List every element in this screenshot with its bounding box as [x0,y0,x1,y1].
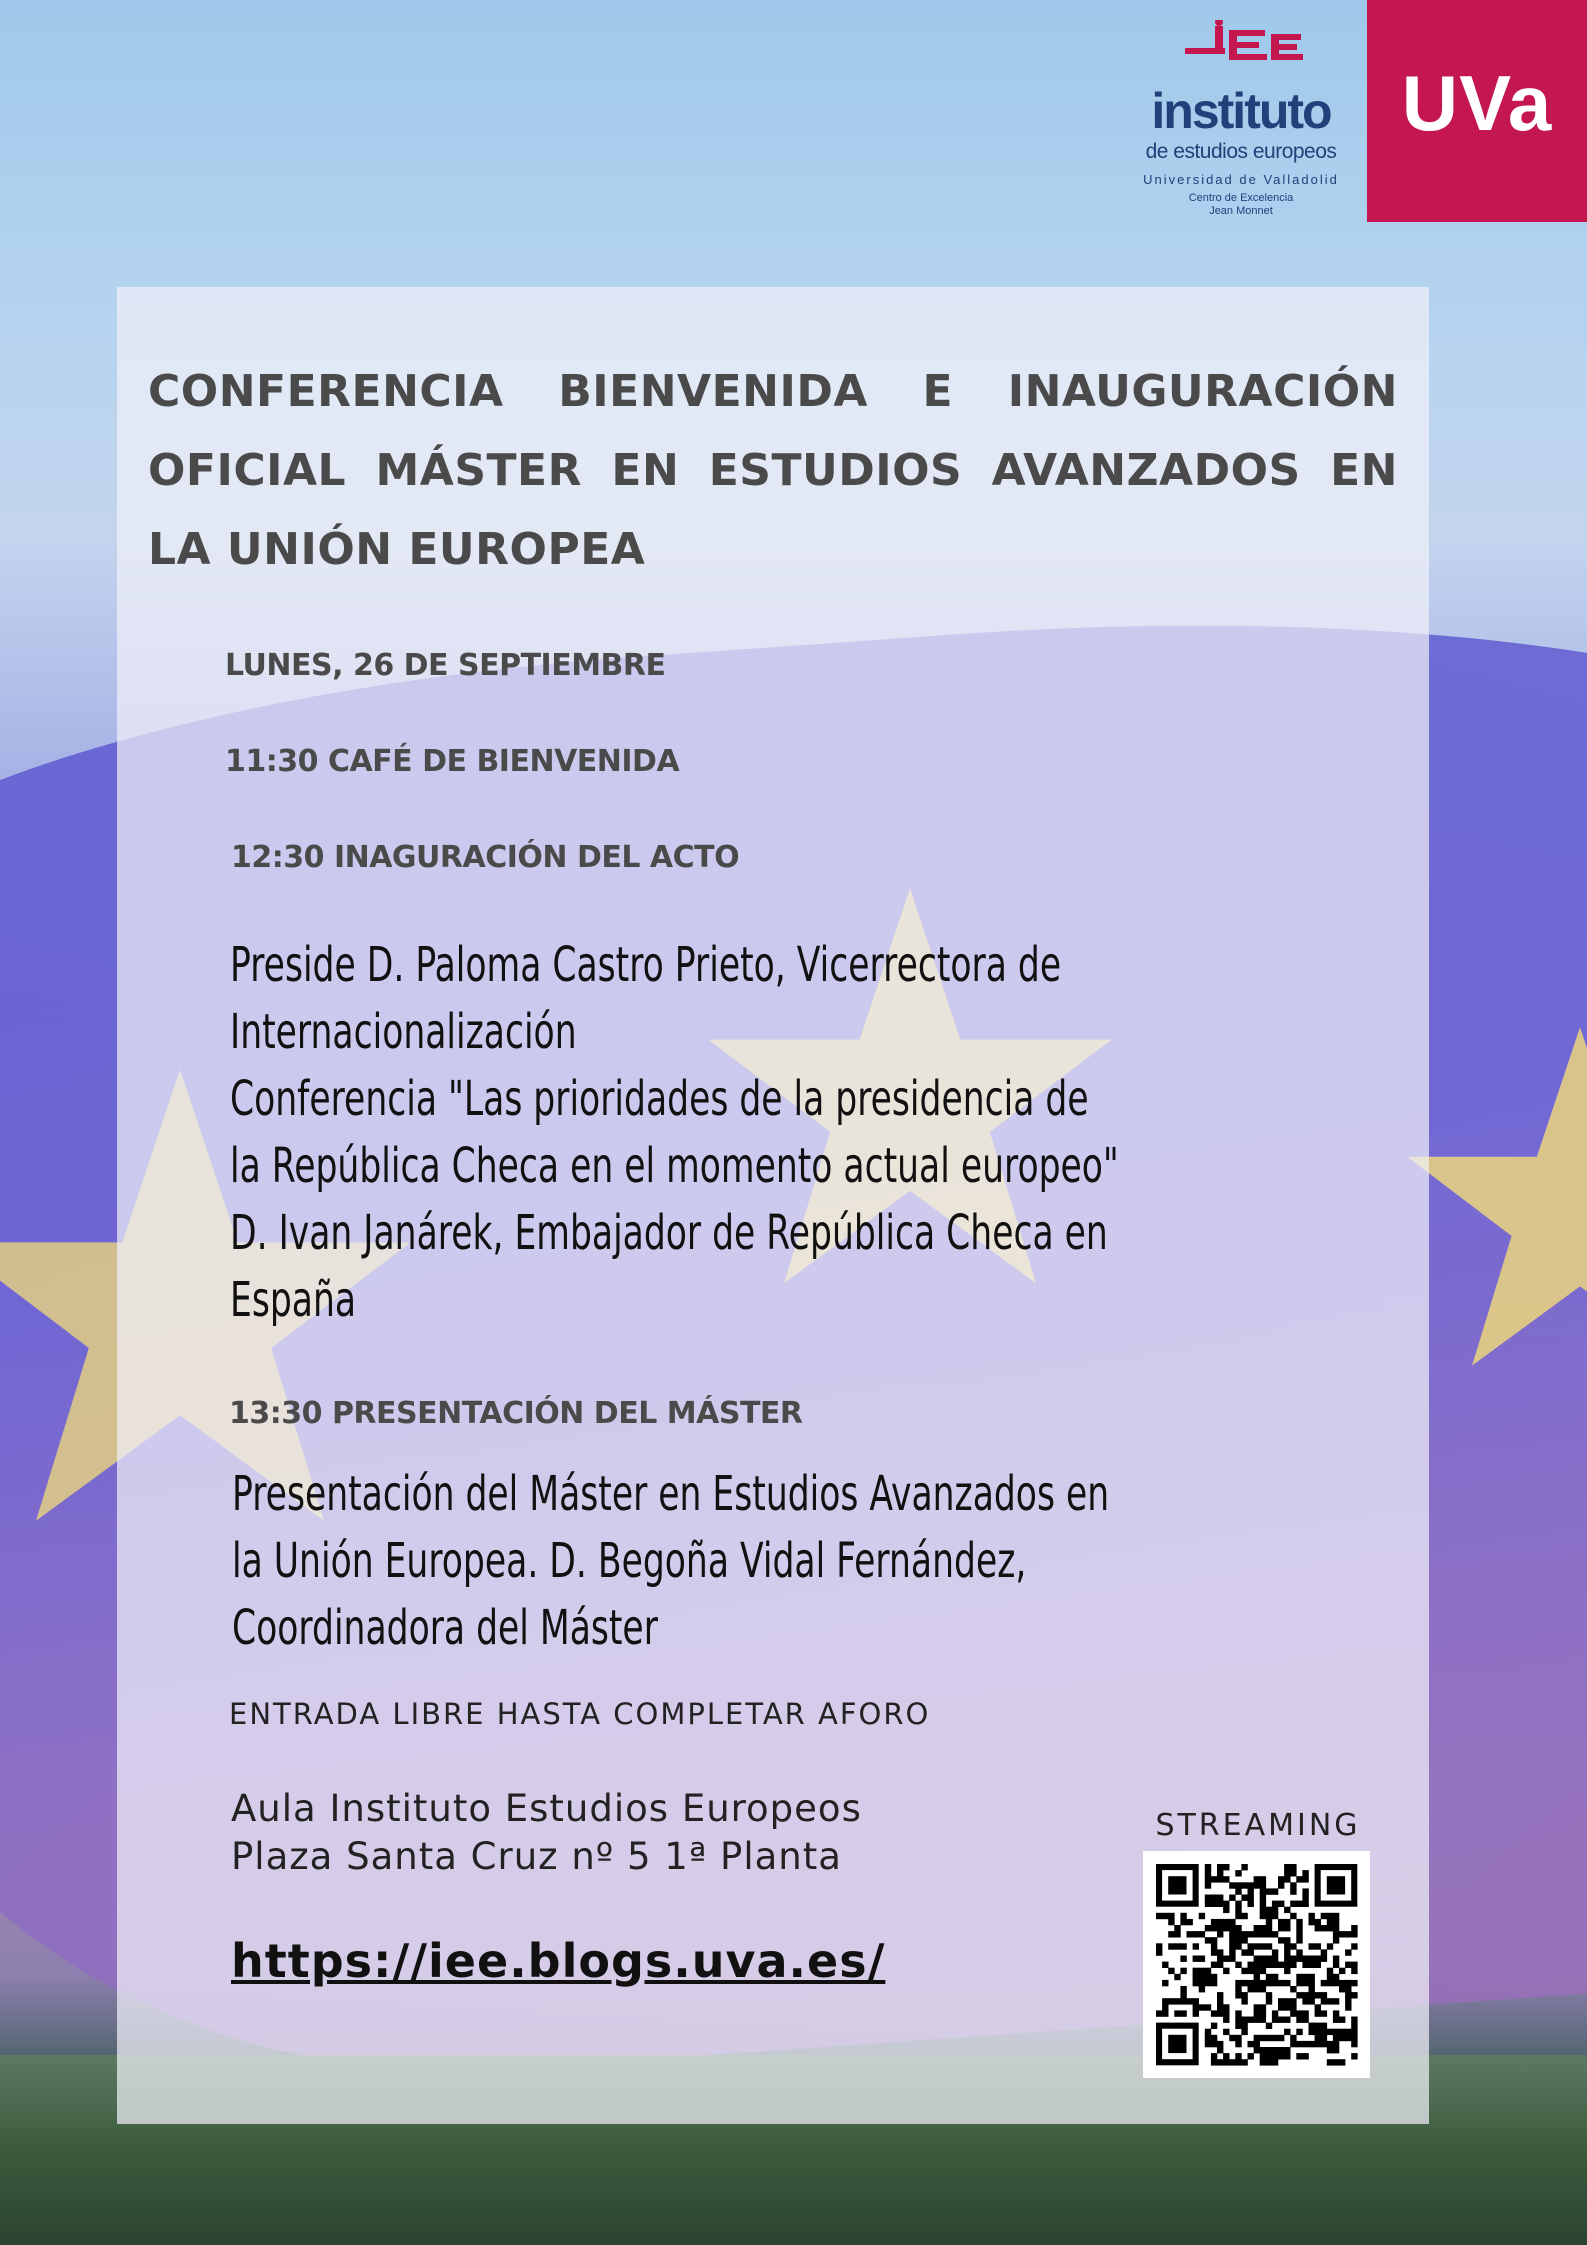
iee-logo-name: instituto [1151,83,1331,139]
iee-logo [1125,20,1357,230]
uva-logo-text: UVa [1401,59,1553,147]
description-line: Coordinadora del Máster [232,1600,658,1656]
description-line: Preside D. Paloma Castro Prieto, Vicerrectora de [230,937,1062,993]
iee-logo-university: Universidad de Valladolid [1143,172,1339,187]
description-line: la Unión Europea. D. Begoña Vidal Fernández, [232,1533,1027,1589]
schedule-item-welcome-coffee: 11:30 CAFÉ DE BIENVENIDA [225,744,680,779]
streaming-label: STREAMING [1155,1808,1361,1843]
iee-logo-mark-icon [1185,20,1305,80]
address-line: Aula Instituto Estudios Europeos [231,1787,862,1830]
address-line: Plaza Santa Cruz nº 5 1ª Planta [231,1835,842,1878]
qr-code-graphic [1143,1851,1370,2078]
uva-logo [1367,0,1587,222]
iee-logo-centro [1125,192,1357,218]
website-link[interactable]: https://iee.blogs.uva.es/ [231,1934,886,1988]
venue-address [231,1785,862,1881]
inauguration-description [230,932,1119,1334]
iee-logo-centro-line1: Centro de Excelencia [1188,192,1294,204]
master-presentation-description [232,1461,1109,1662]
description-line: Conferencia "Las prioridades de la presidencia de [230,1071,1089,1127]
page-title: CONFERENCIA BIENVENIDA E INAUGURACIÓN OFICIAL MÁSTER EN ESTUDIOS AVANZADOS EN LA UNIÓN EUROPEA [148,366,1398,575]
event-date: LUNES, 26 DE SEPTIEMBRE [225,648,666,683]
free-entry-notice: ENTRADA LIBRE HASTA COMPLETAR AFORO [229,1697,931,1731]
description-line: Presentación del Máster en Estudios Avanzados en [232,1466,1110,1522]
description-line: Internacionalización [230,1004,577,1060]
iee-logo-centro-line2: Jean Monnet [1209,205,1273,217]
description-line: España [230,1272,357,1328]
schedule-item-inauguration: 12:30 INAGURACIÓN DEL ACTO [231,840,740,875]
schedule-item-master-presentation: 13:30 PRESENTACIÓN DEL MÁSTER [229,1396,803,1431]
iee-logo-subtitle: de estudios europeos [1145,140,1337,163]
qr-code-icon[interactable] [1143,1851,1370,2078]
description-line: D. Ivan Janárek, Embajador de República Checa en [230,1205,1108,1261]
description-line: la República Checa en el momento actual europeo" [230,1138,1119,1194]
